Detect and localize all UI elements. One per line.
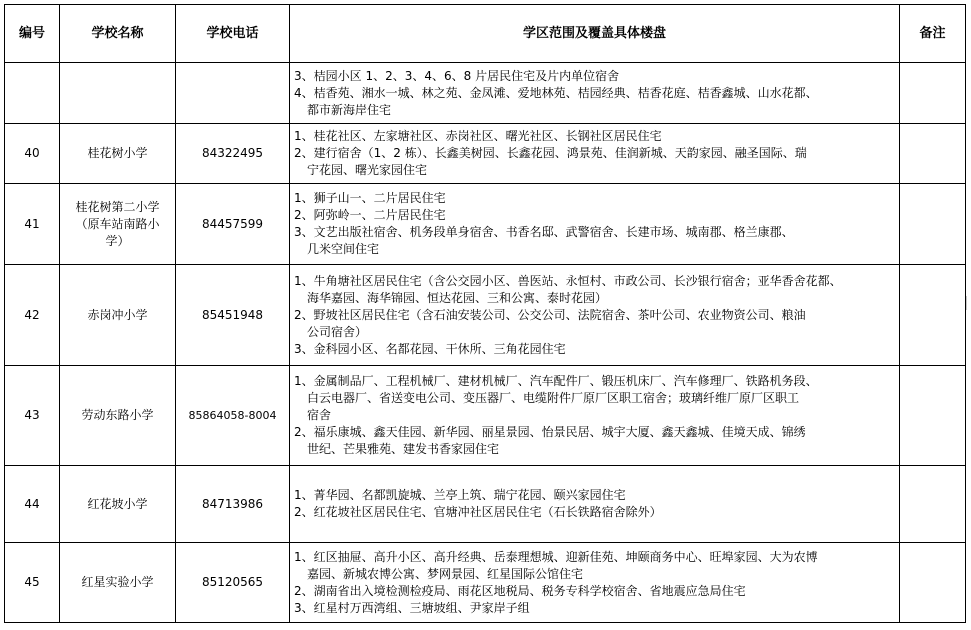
header-remark: 备注 xyxy=(900,5,966,63)
cell-school-name: 桂花树第二小学（原车站南路小学） xyxy=(60,184,176,265)
cell-school-phone: 84322495 xyxy=(176,124,290,184)
cell-district-scope xyxy=(290,184,900,265)
cell-school-name xyxy=(60,63,176,124)
scope-line: 2、红花坡社区居民住宅、官塘冲社区居民住宅（石长铁路宿舍除外） xyxy=(294,505,662,519)
cell-school-phone: 85864058-8004 xyxy=(176,366,290,466)
cell-no: 42 xyxy=(5,265,60,366)
table-row xyxy=(5,543,966,623)
cell-school-name: 赤岗冲小学 xyxy=(60,265,176,366)
cell-no: 44 xyxy=(5,466,60,543)
header-row xyxy=(5,5,966,63)
scope-line: 4、桔香苑、湘水一城、林之苑、金凤滩、爱地林苑、桔园经典、桔香花庭、桔香鑫城、山水花都、 xyxy=(294,85,818,100)
table-row xyxy=(5,63,966,124)
cell-district-scope xyxy=(290,466,900,543)
cell-no: 40 xyxy=(5,124,60,184)
cell-remark xyxy=(900,543,966,623)
scope-line: 3、红星村万西湾组、三塘坡组、尹家岸子组 xyxy=(294,600,530,615)
header-school-name: 学校名称 xyxy=(60,5,176,63)
scope-line: 世纪、芒果雅苑、建发书香家园住宅 xyxy=(307,442,500,456)
school-district-table xyxy=(4,4,966,623)
cell-school-phone: 84713986 xyxy=(176,466,290,543)
cell-no: 45 xyxy=(5,543,60,623)
scope-line: 1、牛角塘社区居民住宅（含公交园小区、兽医站、永恒村、市政公司、长沙银行宿舍；亚华香舍花都、 xyxy=(294,273,842,288)
cell-no: 43 xyxy=(5,366,60,466)
scope-line: 3、文艺出版社宿舍、机务段单身宿舍、书香名邸、武警宿舍、长建市场、城南郡、格兰康郡、 xyxy=(294,225,794,239)
scope-line: 1、菁华园、名都凯旋城、兰亭上筑、瑞宁花园、颐兴家园住宅 xyxy=(294,488,626,502)
scope-line: 2、湖南省出入境检测检疫局、雨花区地税局、税务专科学校宿舍、省地震应急局住宅 xyxy=(294,583,746,598)
cell-school-name: 桂花树小学 xyxy=(60,124,176,184)
cell-district-scope xyxy=(290,124,900,184)
scope-line: 1、桂花社区、左家塘社区、赤岗社区、曙光社区、长钢社区居民住宅 xyxy=(294,129,662,143)
scope-line: 海华嘉园、海华锦园、恒达花园、三和公寓、泰时花园） xyxy=(307,290,608,305)
header-school-phone: 学校电话 xyxy=(176,5,290,63)
cell-school-phone: 84457599 xyxy=(176,184,290,265)
scope-line: 3、金科园小区、名都花园、干休所、三角花园住宅 xyxy=(294,341,566,356)
scope-line: 宿舍 xyxy=(307,408,332,422)
cell-school-phone: 85120565 xyxy=(176,543,290,623)
cell-school-name: 红花坡小学 xyxy=(60,466,176,543)
scope-line: 2、阿弥岭一、二片居民住宅 xyxy=(294,208,446,222)
cell-remark xyxy=(900,466,966,543)
scope-line: 嘉园、新城农博公寓、梦网景园、红星国际公馆住宅 xyxy=(307,566,584,581)
cell-school-name: 红星实验小学 xyxy=(60,543,176,623)
cell-remark xyxy=(900,366,966,466)
cell-district-scope xyxy=(290,543,900,623)
table-row xyxy=(5,184,966,265)
scope-line: 2、野坡社区居民住宅（含石油安装公司、公交公司、法院宿舍、茶叶公司、农业物资公司、粮油 xyxy=(294,307,806,322)
cell-remark xyxy=(900,124,966,184)
cell-remark xyxy=(900,265,966,366)
cell-district-scope xyxy=(290,366,900,466)
scope-line: 1、狮子山一、二片居民住宅 xyxy=(294,191,446,205)
scope-line: 白云电器厂、省送变电公司、变压器厂、电缆附件厂原厂区职工宿舍；玻璃纤维厂原厂区职工 xyxy=(307,391,800,405)
scope-line: 1、红区抽屉、高升小区、高升经典、岳泰理想城、迎新佳苑、坤颐商务中心、旺埠家园、大为农博 xyxy=(294,549,818,564)
cell-school-name: 劳动东路小学 xyxy=(60,366,176,466)
scope-line: 公司宿舍） xyxy=(307,324,368,339)
cell-district-scope xyxy=(290,63,900,124)
scope-line: 2、福乐康城、鑫天佳园、新华园、丽星景园、怡景民居、城宇大厦、鑫天鑫城、佳境天成、锦绣 xyxy=(294,425,806,439)
table-row xyxy=(5,366,966,466)
header-no: 编号 xyxy=(5,5,60,63)
cell-remark xyxy=(900,184,966,265)
cell-school-phone xyxy=(176,63,290,124)
cell-district-scope xyxy=(290,265,900,366)
scope-line: 3、桔园小区 1、2、3、4、6、8 片居民住宅及片内单位宿舍 xyxy=(294,68,620,83)
header-district-scope: 学区范围及覆盖具体楼盘 xyxy=(290,5,900,63)
scope-line: 几米空间住宅 xyxy=(307,242,380,256)
cell-no xyxy=(5,63,60,124)
scope-line: 都市新海岸住宅 xyxy=(307,102,392,117)
table-row xyxy=(5,265,966,366)
scope-line: 1、金属制品厂、工程机械厂、建材机械厂、汽车配件厂、锻压机床厂、汽车修理厂、铁路机务段、 xyxy=(294,374,818,388)
cell-no: 41 xyxy=(5,184,60,265)
scope-line: 2、建行宿舍（1、2 栋）、长鑫美树园、长鑫花园、鸿景苑、佳润新城、天韵家园、融圣国际、瑞 xyxy=(294,146,807,160)
table-row xyxy=(5,124,966,184)
scope-line: 宁花园、曙光家园住宅 xyxy=(307,163,428,177)
page-edge-marker xyxy=(966,296,971,310)
cell-remark xyxy=(900,63,966,124)
table-row xyxy=(5,466,966,543)
cell-school-phone: 85451948 xyxy=(176,265,290,366)
